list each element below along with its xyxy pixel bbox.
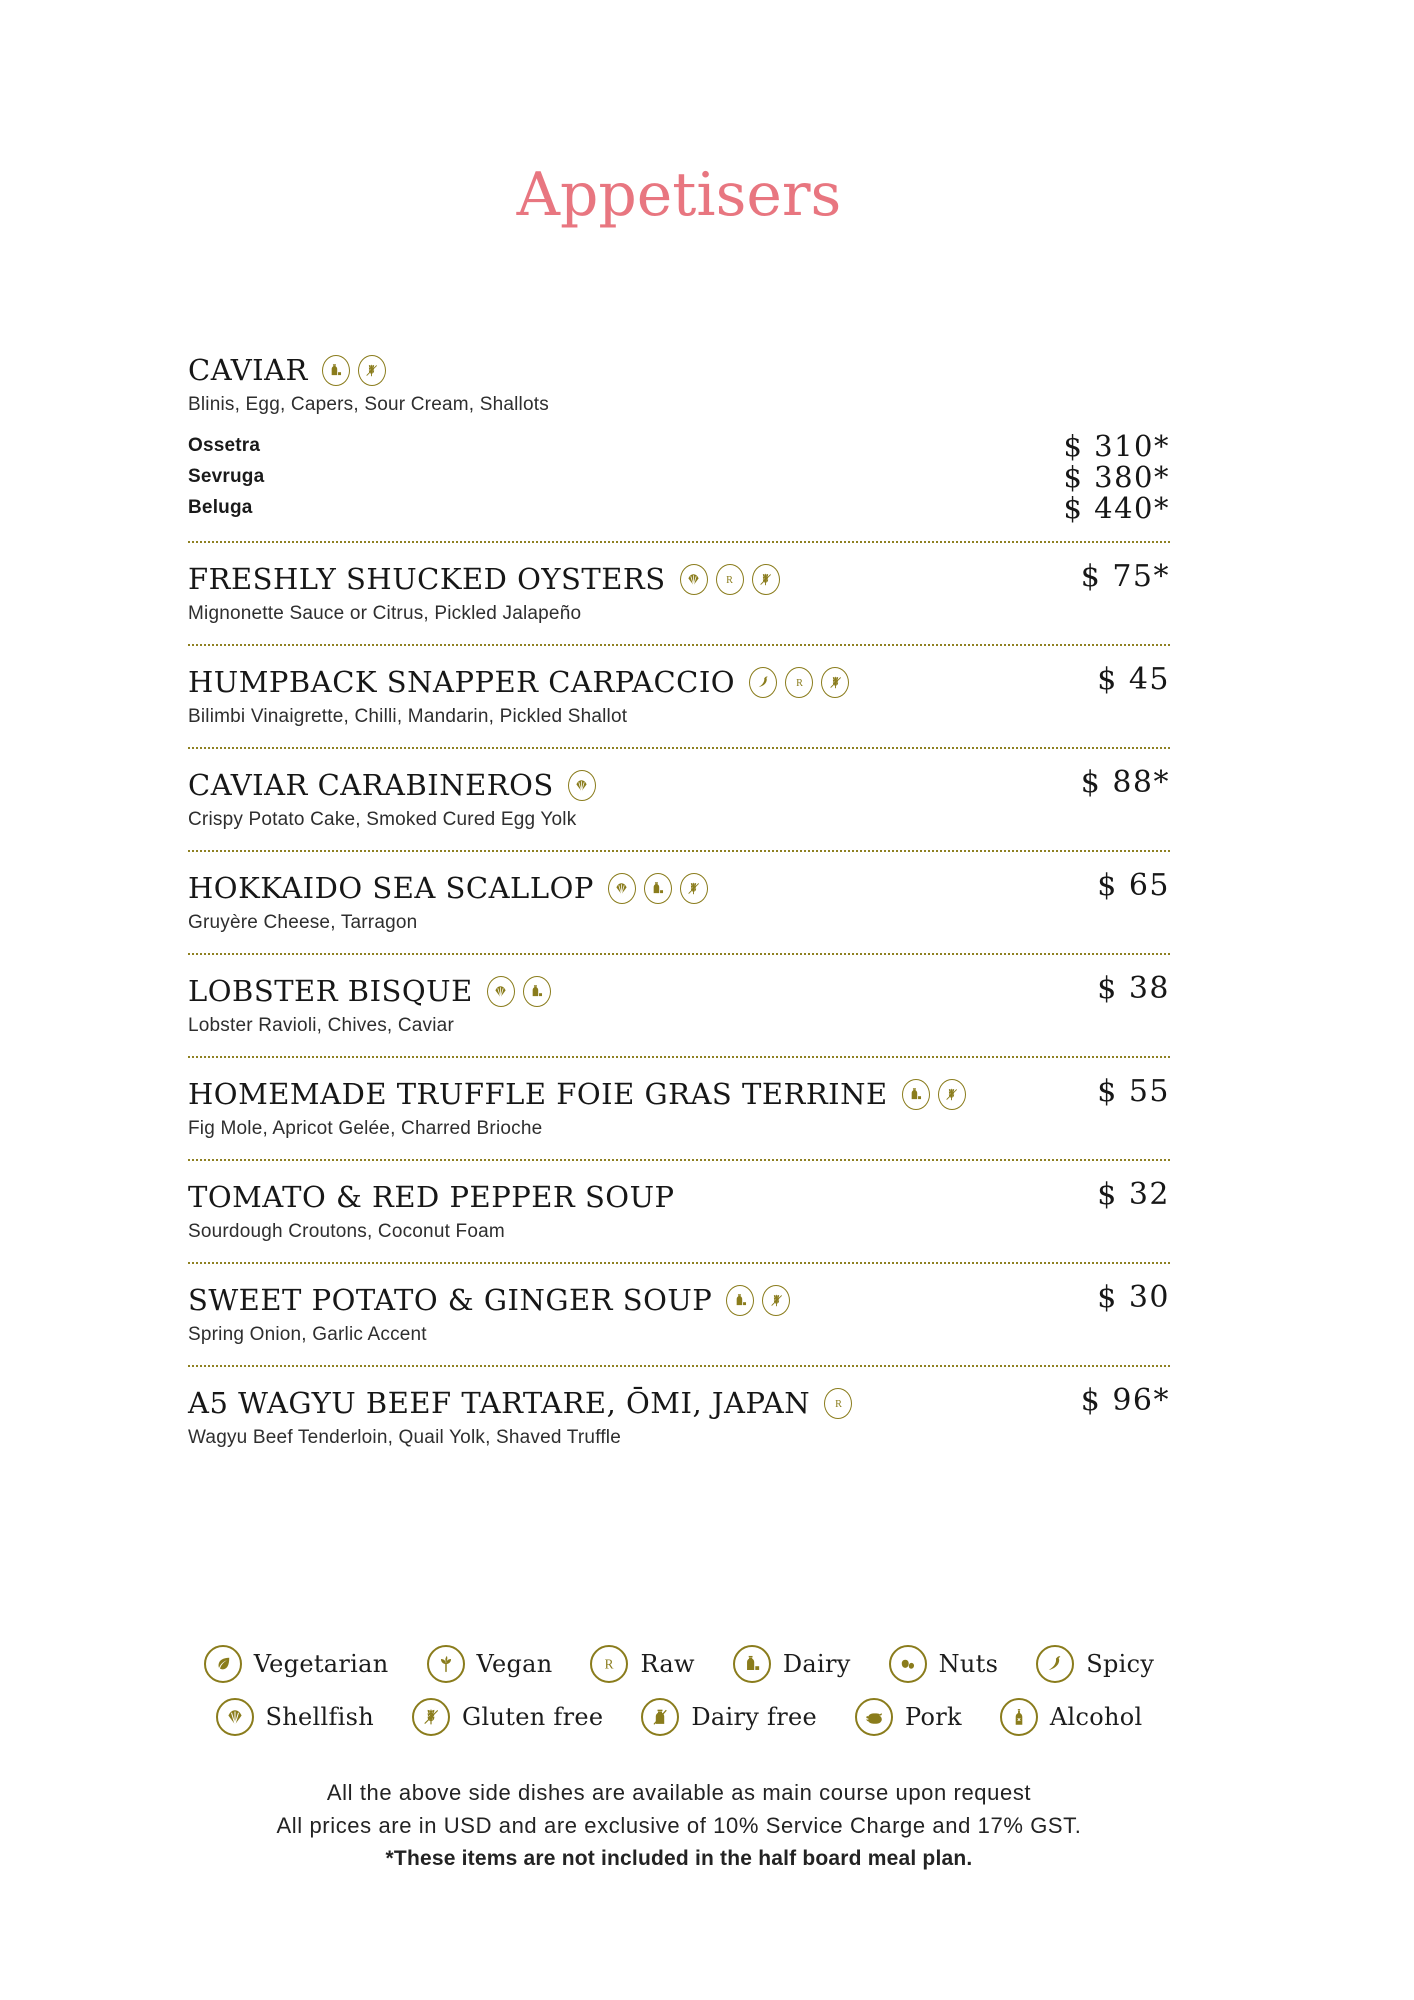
variant-label: Beluga (188, 496, 253, 518)
dish-name: FRESHLY SHUCKED OYSTERS (188, 562, 666, 596)
dish-name: HOMEMADE TRUFFLE FOIE GRAS TERRINE (188, 1077, 888, 1111)
variant-label: Sevruga (188, 465, 265, 487)
dish-description: Spring Onion, Garlic Accent (188, 1324, 427, 1345)
menu-item (188, 870, 1170, 955)
dish-icons (726, 1285, 790, 1316)
legend-label: Shellfish (265, 1703, 375, 1731)
dish-header (188, 352, 1170, 388)
dish-name: A5 WAGYU BEEF TARTARE, ŌMI, JAPAN (188, 1386, 811, 1420)
legend-label: Dairy free (691, 1703, 818, 1731)
raw-icon (716, 564, 744, 595)
gluten-free-icon (680, 873, 708, 904)
vegetarian-icon (204, 1645, 242, 1683)
dish-price: $ 88* (1080, 765, 1170, 800)
dish-price: $ 96* (1080, 1383, 1170, 1418)
legend-label: Gluten free (462, 1703, 604, 1731)
dish-header (188, 973, 1170, 1009)
dish-icons (322, 355, 386, 386)
variant-row (188, 492, 1170, 523)
dish-name: LOBSTER BISQUE (188, 974, 473, 1008)
legend-item (889, 1645, 999, 1683)
legend-item (204, 1645, 389, 1683)
footer-note-side-dishes: All the above side dishes are available as main course upon request (326, 1780, 1032, 1805)
dish-description: Bilimbi Vinaigrette, Chilli, Mandarin, Pickled Shallot (188, 706, 628, 727)
variant-label: Ossetra (188, 434, 261, 456)
shellfish-icon (568, 770, 596, 801)
footer-notes (188, 1776, 1170, 1875)
dish-price: $ 75* (1080, 559, 1170, 594)
legend-label: Alcohol (1049, 1703, 1143, 1731)
legend-label: Pork (905, 1703, 962, 1731)
legend-item (427, 1645, 553, 1683)
dish-description: Mignonette Sauce or Citrus, Pickled Jalapeño (188, 603, 582, 624)
dish-price: $ 38 (1097, 971, 1170, 1006)
dish-price: $ 55 (1097, 1074, 1170, 1109)
shellfish-icon (680, 564, 708, 595)
dish-name: CAVIAR (188, 353, 308, 387)
dietary-legend (188, 1645, 1170, 1736)
raw-icon (785, 667, 813, 698)
dotted-divider (188, 1056, 1170, 1058)
dish-name: TOMATO & RED PEPPER SOUP (188, 1180, 675, 1214)
dotted-divider (188, 1262, 1170, 1264)
dish-icons (568, 770, 596, 801)
legend-item (412, 1698, 603, 1736)
legend-item (855, 1698, 962, 1736)
gluten-free-icon (412, 1698, 450, 1736)
dish-description: Fig Mole, Apricot Gelée, Charred Brioche (188, 1118, 543, 1139)
dish-description: Wagyu Beef Tenderloin, Quail Yolk, Shaved Truffle (188, 1427, 621, 1448)
dish-price: $ 32 (1097, 1177, 1170, 1212)
alcohol-icon (1000, 1698, 1038, 1736)
dish-description: Gruyère Cheese, Tarragon (188, 912, 418, 933)
dish-header (188, 561, 1170, 597)
dish-header (188, 870, 1170, 906)
gluten-free-icon (752, 564, 780, 595)
dish-price: $ 30 (1097, 1280, 1170, 1315)
dairy-icon (733, 1645, 771, 1683)
variant-price: $ 440* (1063, 490, 1170, 525)
dotted-divider (188, 953, 1170, 955)
dairy-icon (726, 1285, 754, 1316)
dish-header (188, 1179, 1170, 1215)
legend-item (641, 1698, 817, 1736)
legend-row-2 (216, 1698, 1143, 1736)
shellfish-icon (487, 976, 515, 1007)
menu-item (188, 1076, 1170, 1161)
legend-label: Vegetarian (253, 1650, 389, 1678)
nuts-icon (889, 1645, 927, 1683)
variant-price: $ 310* (1063, 428, 1170, 463)
menu-items (188, 352, 1170, 1450)
dish-header (188, 1282, 1170, 1318)
dish-icons (680, 564, 780, 595)
dish-icons (902, 1079, 966, 1110)
dish-name: SWEET POTATO & GINGER SOUP (188, 1283, 713, 1317)
dairy-icon (322, 355, 350, 386)
dotted-divider (188, 541, 1170, 543)
gluten-free-icon (821, 667, 849, 698)
variant-row (188, 461, 1170, 492)
dotted-divider (188, 1159, 1170, 1161)
footer-note-half-board: *These items are not included in the half board meal plan. (385, 1847, 973, 1870)
legend-item (216, 1698, 375, 1736)
dish-header (188, 1385, 1170, 1421)
gluten-free-icon (762, 1285, 790, 1316)
legend-item (733, 1645, 851, 1683)
vegan-icon (427, 1645, 465, 1683)
gluten-free-icon (938, 1079, 966, 1110)
menu-item (188, 561, 1170, 646)
gluten-free-icon (358, 355, 386, 386)
menu-item (188, 973, 1170, 1058)
menu-item (188, 767, 1170, 852)
dish-icons (487, 976, 551, 1007)
dish-icons (824, 1388, 852, 1419)
dish-icons (608, 873, 708, 904)
spicy-icon (1036, 1645, 1074, 1683)
raw-icon (590, 1645, 628, 1683)
spicy-icon (749, 667, 777, 698)
dish-header (188, 767, 1170, 803)
menu-item (188, 352, 1170, 543)
dish-price: $ 45 (1097, 662, 1170, 697)
dish-description: Blinis, Egg, Capers, Sour Cream, Shallots (188, 394, 549, 415)
page-title: Appetisers (516, 160, 842, 230)
dish-description: Crispy Potato Cake, Smoked Cured Egg Yolk (188, 809, 577, 830)
shellfish-icon (216, 1698, 254, 1736)
legend-row-1 (204, 1645, 1154, 1683)
dish-variants (188, 430, 1170, 523)
dotted-divider (188, 850, 1170, 852)
shellfish-icon (608, 873, 636, 904)
variant-row (188, 430, 1170, 461)
dish-price: $ 65 (1097, 868, 1170, 903)
dotted-divider (188, 747, 1170, 749)
dairy-icon (523, 976, 551, 1007)
menu-item (188, 1179, 1170, 1264)
dish-header (188, 1076, 1170, 1112)
legend-item (1000, 1698, 1143, 1736)
legend-label: Dairy (782, 1650, 851, 1678)
raw-icon (824, 1388, 852, 1419)
legend-item (1036, 1645, 1154, 1683)
footer-note-pricing: All prices are in USD and are exclusive of 10% Service Charge and 17% GST. (276, 1813, 1082, 1838)
dish-name: HUMPBACK SNAPPER CARPACCIO (188, 665, 736, 699)
legend-label: Vegan (476, 1650, 553, 1678)
menu-item (188, 664, 1170, 749)
legend-label: Raw (640, 1650, 695, 1678)
dotted-divider (188, 644, 1170, 646)
legend-label: Spicy (1086, 1650, 1155, 1678)
dotted-divider (188, 1365, 1170, 1367)
legend-label: Nuts (938, 1650, 999, 1678)
pork-icon (855, 1698, 893, 1736)
dish-header (188, 664, 1170, 700)
variant-price: $ 380* (1063, 459, 1170, 494)
menu-item (188, 1385, 1170, 1450)
dish-name: CAVIAR CARABINEROS (188, 768, 554, 802)
dish-description: Sourdough Croutons, Coconut Foam (188, 1221, 505, 1242)
dish-name: HOKKAIDO SEA SCALLOP (188, 871, 594, 905)
dairy-icon (644, 873, 672, 904)
dish-description: Lobster Ravioli, Chives, Caviar (188, 1015, 454, 1036)
legend-item (590, 1645, 694, 1683)
dairy-icon (902, 1079, 930, 1110)
menu-item (188, 1282, 1170, 1367)
dish-icons (749, 667, 849, 698)
dairy-free-icon (641, 1698, 679, 1736)
